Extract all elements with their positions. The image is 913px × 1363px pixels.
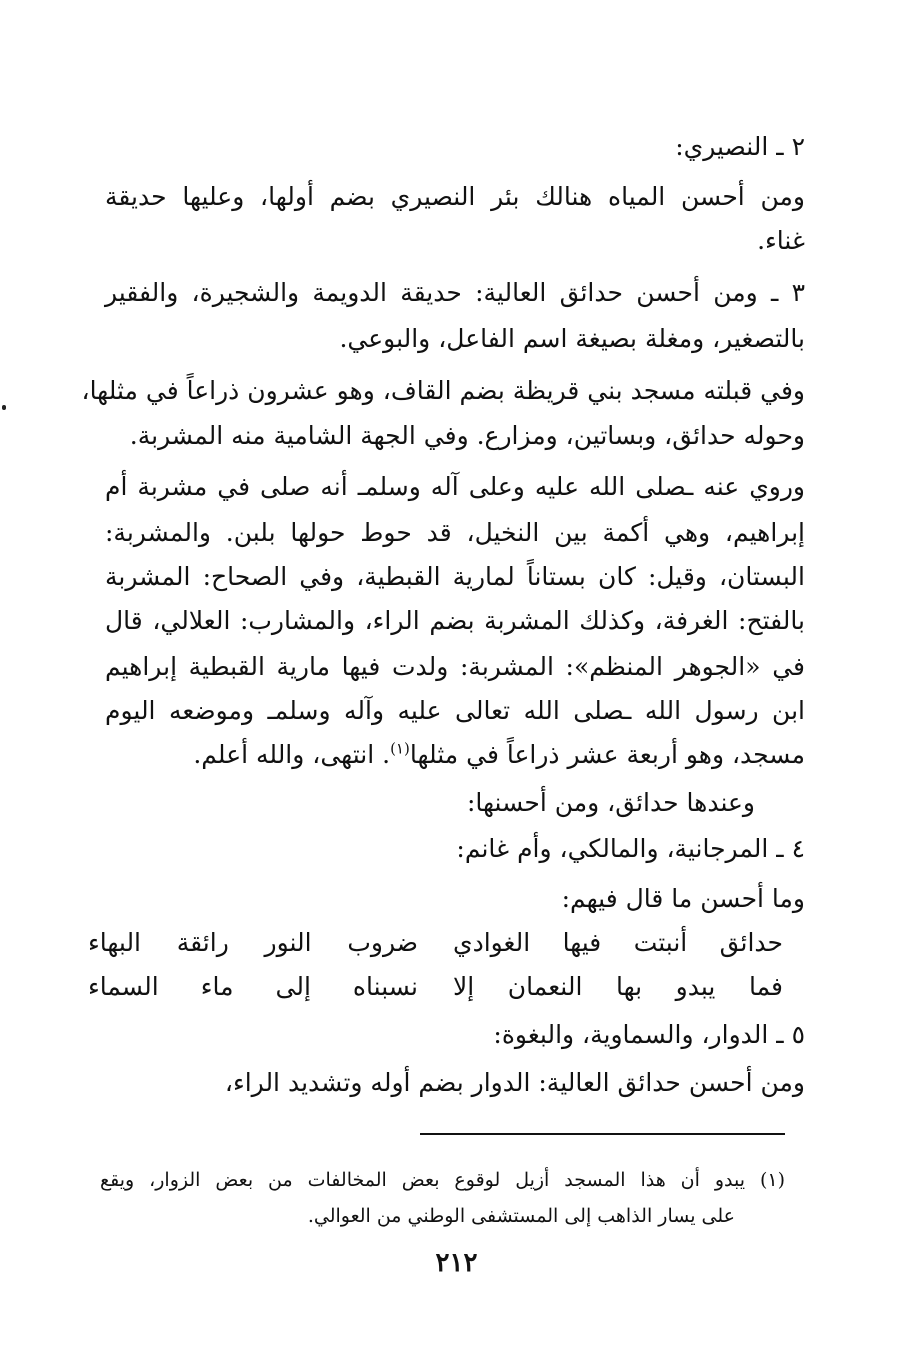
verse-hemistich: ضروب النور رائقة البهاء (88, 928, 418, 957)
paragraph-line: إبراهيم، وهي أكمة بين النخيل، قد حوط حولها بلبن. والمشربة: (105, 518, 805, 547)
page-number: ٢١٢ (435, 1248, 478, 1278)
paragraph-line: ٣ ـ ومن أحسن حدائق العالية: حديقة الدويمة والشجيرة، والفقير (105, 278, 805, 307)
paragraph-line: وما أحسن ما قال فيهم: (561, 884, 805, 913)
paragraph-line: البستان، وقيل: كان بستاناً لمارية القبطية، وفي الصحاح: المشربة (105, 562, 805, 591)
paragraph-line: وفي قبلته مسجد بني قريظة بضم القاف، وهو عشرون ذراعاً في مثلها، (81, 376, 805, 405)
verse-hemistich: فما يبدو بها النعمان إلا (453, 972, 783, 1001)
paragraph-line: بالتصغير، ومغلة بصيغة اسم الفاعل، والبوعي. (339, 324, 805, 353)
paragraph-line (105, 734, 805, 776)
paragraph-text: . انتهى، والله أعلم. (193, 740, 391, 769)
verse-hemistich: نسبناه إلى ماء السماء (88, 972, 418, 1001)
paragraph-line: ومن أحسن حدائق العالية: الدوار بضم أوله وتشديد الراء، (224, 1068, 805, 1097)
paragraph-line: في «الجوهر المنظم»: المشربة: ولدت فيها مارية القبطية إبراهيم (105, 652, 805, 681)
paragraph-text: مسجد، وهو أربعة عشر ذراعاً في مثلها (409, 740, 805, 769)
heading-2: ٢ ـ النصيري: (675, 132, 805, 161)
paragraph-line: وعندها حدائق، ومن أحسنها: (466, 788, 755, 817)
paragraph-line: وروي عنه ـصلى الله عليه وعلى آله وسلمـ أنه صلى في مشربة أم (105, 472, 805, 501)
paragraph-line: ومن أحسن المياه هنالك بئر النصيري بضم أولها، وعليها حديقة (105, 182, 805, 211)
footnote-separator (420, 1133, 785, 1135)
paragraph-line: وحوله حدائق، وبساتين، ومزارع. وفي الجهة الشامية منه المشربة. (129, 421, 805, 450)
verse-hemistich: حدائق أنبتت فيها الغوادي (453, 928, 783, 957)
paragraph-line: بالفتح: الغرفة، وكذلك المشربة بضم الراء، والمشارب: العلالي، قال (105, 606, 805, 635)
footnote-ref: (١) (390, 739, 410, 758)
heading-4: ٤ ـ المرجانية، والمالكي، وأم غانم: (456, 834, 805, 863)
heading-5: ٥ ـ الدوار، والسماوية، والبغوة: (493, 1020, 805, 1049)
scan-speck (2, 405, 6, 410)
paragraph-line: غناء. (757, 226, 805, 255)
footnote-line: (١) يبدو أن هذا المسجد أزيل لوقوع بعض المخالفات من بعض الزوار، ويقع (100, 1169, 785, 1191)
paragraph-line: ابن رسول الله ـصلى الله تعالى عليه وآله وسلمـ وموضعه اليوم (105, 696, 805, 725)
footnote-line: على يسار الذاهب إلى المستشفى الوطني من العوالي. (307, 1205, 735, 1227)
